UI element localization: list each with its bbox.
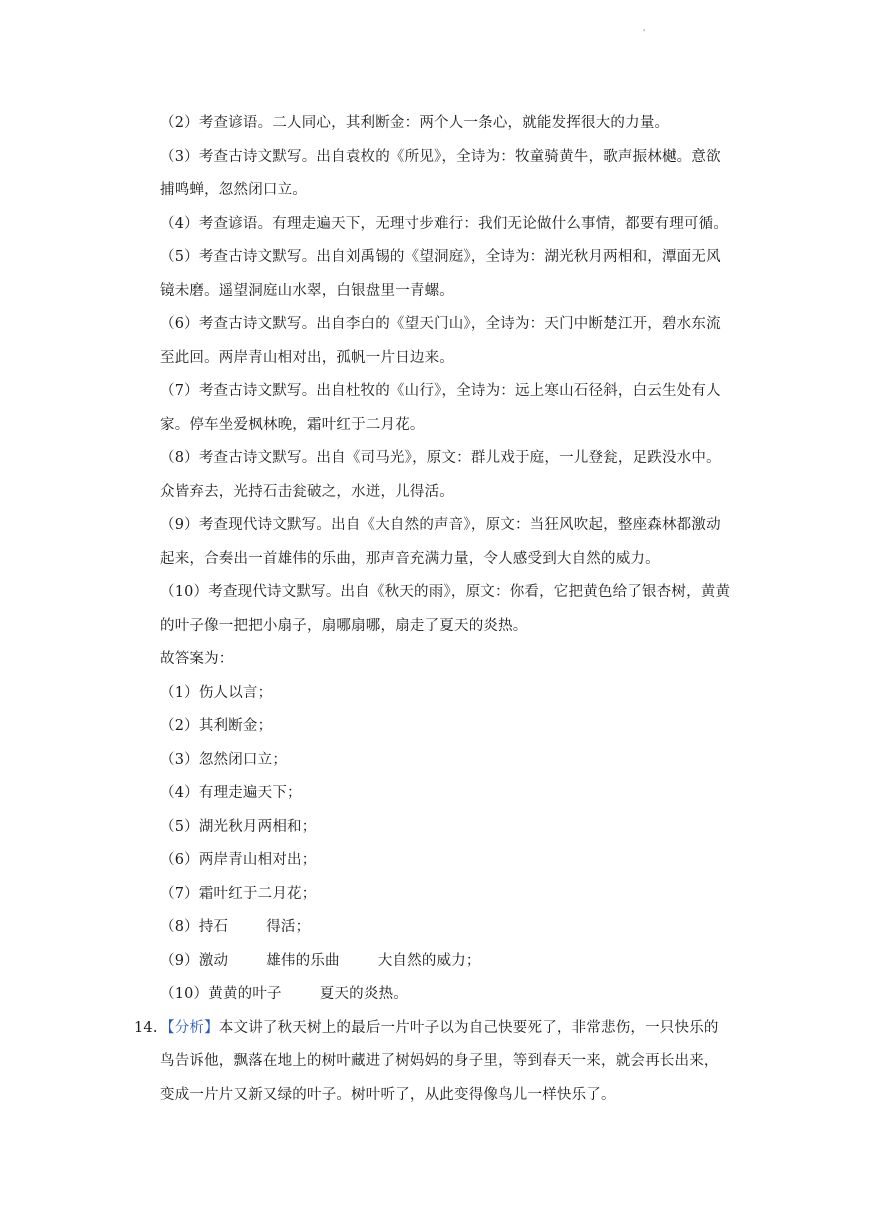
answer-10-part-1: （10）黄黄的叶子 [160,986,282,1002]
explanation-line: （3）考查古诗文默写。出自袁枚的《所见》，全诗为：牧童骑黄牛，歌声振林樾。意欲 [160,148,721,165]
explanation-line: （5）考查古诗文默写。出自刘禹锡的《望洞庭》，全诗为：湖光秋月两相和，潭面无风 [160,249,721,265]
question-14-line [134,1012,740,1046]
answer-3: （3）忽然闭口立； [160,751,288,768]
explanation-line: （8）考查古诗文默写。出自《司马光》，原文：群儿戏于庭，一儿登瓮，足跌没水中。 [160,450,721,466]
answer-10 [160,978,740,1012]
explanation-line: 众皆弃去，光持石击瓮破之，水迸，儿得活。 [160,483,454,500]
answer-9-part-3: 大自然的威力； [377,952,481,969]
explanation-line: （4）考查谚语。有理走遍天下，无理寸步难行：我们无论做什么事情，都要有理可循。 [160,215,729,232]
explanation-line: 镜未磨。遥望洞庭山水翠，白银盘里一青螺。 [160,282,454,299]
explanation-line: （6）考查古诗文默写。出自李白的《望天门山》，全诗为：天门中断楚江开，碧水东流 [160,316,721,332]
answer-8 [160,911,740,945]
answer-4: （4）有理走遍天下； [160,785,302,801]
answer-8-part-1: （8）持石 [160,919,229,935]
answer-5: （5）湖光秋月两相和； [160,818,317,835]
page-mark: ' [643,28,646,37]
explanation-line: （2）考查谚语。二人同心，其利断金：两个人一条心，就能发挥很大的力量。 [160,115,670,131]
answer-8-part-2: 得活； [266,919,311,935]
answer-9-part-2: 雄伟的乐曲 [266,952,340,969]
analysis-text: 本文讲了秋天树上的最后一片叶子以为自己快要死了，非常悲伤，一只快乐的 [218,1019,719,1036]
answer-10-part-2: 夏天的炎热。 [319,986,408,1002]
analysis-line: 鸟告诉他，飘落在地上的树叶藏进了树妈妈的身子里，等到春天一来，就会再长出来， [160,1053,719,1069]
explanation-line: 捕鸣蝉，忽然闭口立。 [160,182,307,198]
question-number: 14. [134,1019,158,1036]
analysis-line: 变成一片片又新又绿的叶子。树叶听了，从此变得像鸟儿一样快乐了。 [160,1086,616,1103]
question-14-block [134,1012,740,1113]
answer-content [134,107,740,1112]
explanation-line: 至此回。两岸青山相对出，孤帆一片日边来。 [160,349,454,366]
explanation-line: （10）考查现代诗文默写。出自《秋天的雨》，原文：你看，它把黄色给了银杏树，黄黄 [160,584,731,600]
explanation-line: 起来，合奏出一首雄伟的乐曲，那声音充满力量，令人感受到大自然的威力。 [160,550,660,567]
explanation-line: （9）考查现代诗文默写。出自《大自然的声音》，原文：当狂风吹起，整座森林都激动 [160,517,721,533]
answer-9 [160,945,740,979]
explanation-line: 的叶子像一把把小扇子，扇哪扇哪，扇走了夏天的炎热。 [160,617,528,634]
answer-1: （1）伤人以言； [160,684,273,701]
analysis-tag: 【分析】 [160,1019,219,1036]
answer-9-part-1: （9）激动 [160,952,229,969]
answer-2: （2）其利断金； [160,718,273,734]
answer-intro: 故答案为： [160,651,234,667]
answer-7: （7）霜叶红于二月花； [160,885,317,902]
answer-6: （6）两岸青山相对出； [160,852,317,868]
explanation-line: （7）考查古诗文默写。出自杜牧的《山行》，全诗为：远上寒山石径斜，白云生处有人 [160,383,721,399]
explanation-line: 家。停车坐爱枫林晚，霜叶红于二月花。 [160,416,425,433]
